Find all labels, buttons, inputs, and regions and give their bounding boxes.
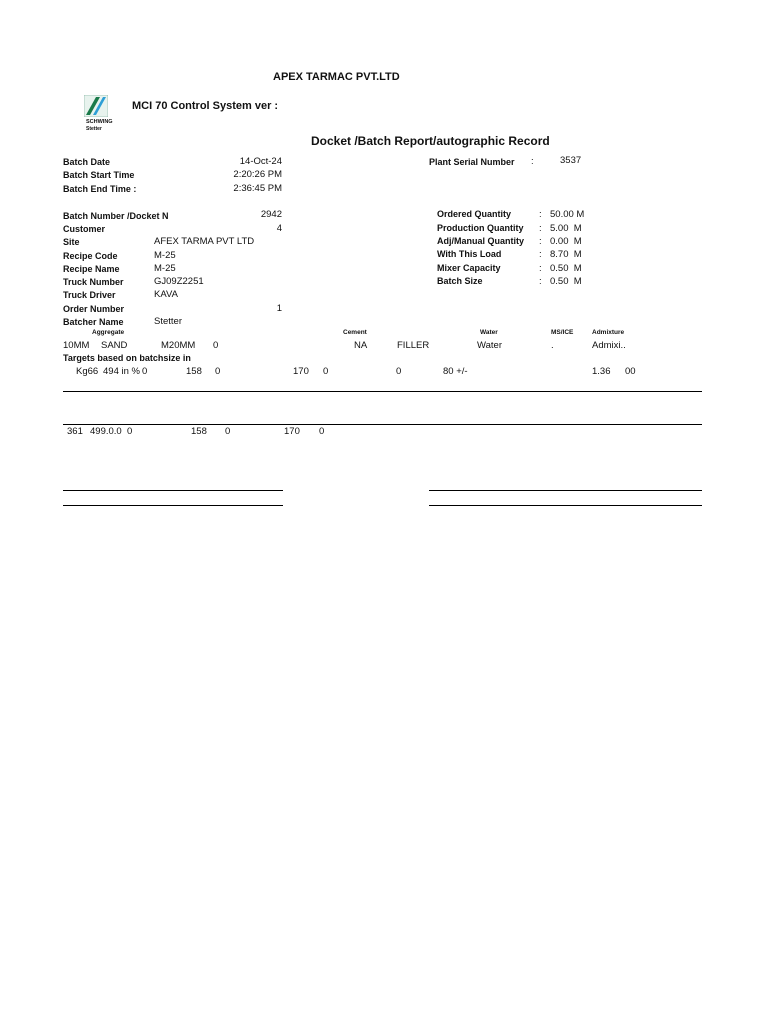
target-value-9: 1.36: [592, 366, 611, 377]
site-value: AFEX TARMA PVT LTD: [154, 236, 255, 247]
adj-manual-quantity-value: 0.00 M: [550, 236, 582, 247]
material-water: Water: [477, 340, 502, 351]
signature-line: [63, 505, 283, 506]
material-10mm: 10MM: [63, 340, 90, 351]
divider-line: [63, 424, 702, 425]
target-value-1: 494 in %: [103, 366, 140, 377]
actual-value-3: 0: [127, 426, 133, 437]
target-value-8: 80 +/-: [443, 366, 468, 377]
target-unit: Kg66: [76, 366, 99, 377]
plant-serial-label: Plant Serial Number: [429, 157, 515, 167]
material-m20mm: M20MM: [161, 340, 196, 351]
site-label: Site: [63, 237, 80, 247]
plant-serial-value: 3537: [560, 155, 582, 166]
adj-manual-quantity-sep: :: [539, 236, 542, 247]
target-value-5: 170: [293, 366, 309, 377]
actual-value-2: 499.0.0: [90, 426, 122, 437]
signature-line: [63, 490, 283, 491]
batch-date-label: Batch Date: [63, 157, 111, 167]
mixer-capacity-value: 0.50 M: [550, 263, 582, 274]
truck-driver-value: KAVA: [154, 289, 178, 300]
ordered-quantity-value: 50.00 M: [550, 209, 585, 220]
mixer-capacity-sep: :: [539, 263, 542, 274]
schwing-logo-icon: [84, 95, 108, 117]
actual-value-4: 158: [191, 426, 207, 437]
with-this-load-value: 8.70 M: [550, 249, 582, 260]
with-this-load-label: With This Load: [437, 249, 502, 259]
production-quantity-sep: :: [539, 223, 542, 234]
recipe-code-value: M-25: [154, 250, 176, 261]
admixture-header: Admixture: [592, 329, 625, 336]
target-value-10: 00: [625, 366, 636, 377]
batch-size-label: Batch Size: [437, 276, 483, 286]
material-msice: .: [551, 340, 554, 351]
batch-start-value: 2:20:26 PM: [233, 169, 282, 180]
system-name: MCI 70 Control System ver :: [132, 100, 279, 112]
batch-date-value: 14-Oct-24: [239, 156, 282, 167]
msice-header: MS/ICE: [551, 329, 574, 336]
actual-value-7: 0: [319, 426, 325, 437]
with-this-load-sep: :: [539, 249, 542, 260]
batch-start-label: Batch Start Time: [63, 170, 135, 180]
signature-line: [429, 490, 702, 491]
logo-brand-text: SCHWING: [86, 119, 113, 125]
logo-sub-text: Stetter: [86, 126, 102, 132]
production-quantity-value: 5.00 M: [550, 223, 582, 234]
aggregate-header: Aggregate: [92, 329, 125, 336]
order-number-label: Order Number: [63, 304, 125, 314]
customer-value: 4: [276, 223, 282, 234]
truck-number-value: GJ09Z2251: [154, 276, 204, 287]
recipe-name-value: M-25: [154, 263, 176, 274]
material-cement: NA: [354, 340, 368, 351]
adj-manual-quantity-label: Adj/Manual Quantity: [437, 236, 525, 246]
batch-end-value: 2:36:45 PM: [233, 183, 282, 194]
signature-line: [429, 505, 702, 506]
company-name: APEX TARMAC PVT.LTD: [273, 71, 400, 83]
plant-serial-sep: :: [531, 156, 534, 167]
recipe-code-label: Recipe Code: [63, 251, 118, 261]
divider-line: [63, 391, 702, 392]
target-value-4: 0: [215, 366, 221, 377]
report-title: Docket /Batch Report/autographic Record: [311, 134, 550, 148]
mixer-capacity-label: Mixer Capacity: [437, 263, 501, 273]
truck-driver-label: Truck Driver: [63, 290, 116, 300]
batcher-name-label: Batcher Name: [63, 317, 124, 327]
actual-value-6: 170: [284, 426, 300, 437]
water-header: Water: [480, 329, 498, 336]
target-value-7: 0: [396, 366, 402, 377]
material-admixture: Admixi..: [592, 340, 626, 351]
material-filler: FILLER: [397, 340, 430, 351]
cement-header: Cement: [343, 329, 367, 336]
truck-number-label: Truck Number: [63, 277, 124, 287]
actual-value-1: 361: [67, 426, 83, 437]
batch-end-label: Batch End Time :: [63, 184, 137, 194]
material-zero: 0: [213, 340, 219, 351]
target-value-3: 158: [186, 366, 202, 377]
material-sand: SAND: [101, 340, 128, 351]
order-number-value: 1: [276, 303, 282, 314]
customer-label: Customer: [63, 224, 106, 234]
batcher-name-value: Stetter: [154, 316, 182, 327]
ordered-quantity-sep: :: [539, 209, 542, 220]
actual-value-5: 0: [225, 426, 231, 437]
production-quantity-label: Production Quantity: [437, 223, 524, 233]
docket-number-label: Batch Number /Docket N: [63, 211, 169, 221]
batch-size-value: 0.50 M: [550, 276, 582, 287]
ordered-quantity-label: Ordered Quantity: [437, 209, 512, 219]
recipe-name-label: Recipe Name: [63, 264, 120, 274]
target-value-2: 0: [142, 366, 148, 377]
docket-number-value: 2942: [260, 209, 282, 220]
target-value-6: 0: [323, 366, 329, 377]
targets-label: Targets based on batchsize in: [63, 353, 191, 363]
batch-size-sep: :: [539, 276, 542, 287]
